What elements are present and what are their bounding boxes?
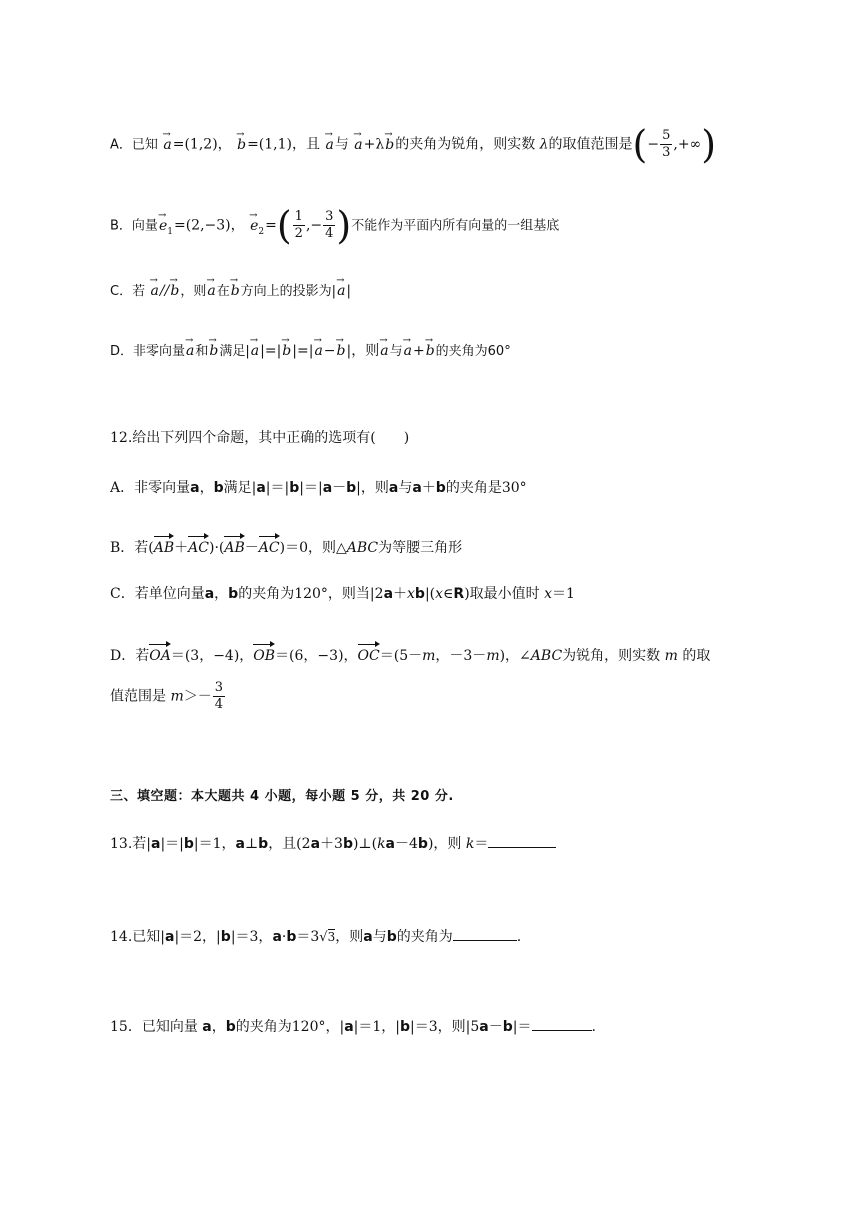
text: )取最小值时 [464,586,540,602]
vector-a: a [412,480,422,496]
text: 15．已知向量 [110,1019,198,1035]
vector-a: a [150,836,161,852]
text: 为锐角，则实数 [562,648,661,664]
text: |，则 [346,343,380,359]
vector-b: → b [281,341,292,361]
text: 的取 [682,648,711,664]
text: 13.若| [110,836,151,852]
text: e [250,217,259,234]
text: | [346,283,352,299]
vector-ac: AC [188,536,209,558]
text: ，则 [335,929,364,945]
text: 若 [132,284,146,299]
vector-b: b [346,480,357,496]
text: ， [211,1019,226,1035]
option-label: C． [110,586,135,602]
text: 非零向量 [134,480,191,496]
text: ， [199,480,214,496]
text: − [647,136,660,153]
real-set: R [453,586,465,602]
vector-b: b [435,480,446,496]
var-k: k [465,836,475,852]
vector-b: b [502,1019,513,1035]
text: ∈ [443,586,454,602]
var-x: x [435,586,444,602]
text: |＝3，则|5 [410,1019,480,1035]
parallel-symbol: // [159,283,170,299]
text: 与 [398,480,413,496]
vector-e1 [158,216,174,242]
vector-b: b [258,836,269,852]
q12-option-b [110,536,462,558]
vector-a: a [272,929,282,945]
text: 的夹角是30° [445,480,527,496]
text: ＝(5－ [379,648,423,664]
text: |＝| [299,480,323,496]
vector-a: → a [162,135,172,155]
vector-ab: AB [224,536,244,558]
vector-e2 [249,216,265,242]
text: 的夹角为 [396,929,453,945]
fraction [213,680,225,713]
text: ＝1 [552,586,575,602]
vector-a: → a [353,135,363,155]
text: − [323,343,336,359]
var-x: x [544,586,553,602]
text: =(1,2)， [172,136,232,153]
vector-a: → a [403,341,413,361]
sqrt-radicand: 3 [327,930,336,944]
text: 与 [389,344,403,359]
denominator: 4 [214,697,224,712]
vector-a: → a [250,341,260,361]
text: ,+∞ [673,136,702,153]
vector-ac: AC [259,536,280,558]
vector-a: a [164,929,175,945]
fraction [323,209,335,242]
text: e [158,217,168,234]
text: 和 [195,344,209,359]
text: 在 [216,284,230,299]
q11-option-a [110,122,717,167]
vector-b: → b [230,281,241,301]
vector-a: a [479,1019,489,1035]
fraction [660,128,672,161]
vector-b: b [286,929,297,945]
text: 已知 [131,137,158,153]
vector-a: → a [336,281,346,301]
text: 为等腰三角形 [378,540,463,556]
text: =(2,−3)， [173,217,245,234]
vector-b: → b [208,341,219,361]
vector-b: b [414,586,425,602]
q12-option-c [110,584,575,604]
text: ＝(3，−4)， [170,648,254,664]
option-label: D． [110,648,136,664]
text: ，则 [180,284,207,299]
vector-b: → b [169,281,180,301]
denominator: 4 [325,226,334,241]
text: ，且(2 [268,836,311,852]
option-label: A． [110,480,135,496]
text: =(1,1)，且 [247,136,320,153]
text: 14.已知| [110,929,165,945]
numerator: 3 [214,680,224,695]
text: )，∠ [499,648,531,664]
text: 不能作为平面内所有向量的一组基底 [351,218,560,234]
text: )，则 [427,836,462,852]
vector-b: b [342,836,353,852]
vector-a: → a [313,341,323,361]
sqrt-sign: √ [319,930,328,945]
vector-a: a [190,480,200,496]
text: 值范围是 [110,688,166,705]
text: 若单位向量 [134,586,205,602]
vector-a: a [235,836,245,852]
vector-b: b [225,1019,236,1035]
subscript: 1 [167,226,173,237]
text: 方向上的投影为| [240,284,337,299]
option-label: B． [110,540,135,556]
paren-left: ( [276,203,292,248]
text: ＋ [393,586,408,602]
text: － [244,540,259,556]
text: 的夹角为60° [435,344,511,359]
fraction [293,209,305,242]
answer-blank[interactable] [453,926,517,941]
answer-blank[interactable] [532,1016,592,1031]
paren-left: ( [632,122,648,167]
var-m: m [486,648,500,664]
text: )⊥( [352,836,378,852]
angle-name: ABC [530,648,563,664]
answer-blank[interactable] [488,833,556,848]
vector-b: b [386,929,397,945]
vector-b: b [213,480,224,496]
text: |＝1， [193,836,236,852]
text: |＝| [265,480,290,496]
option-label: D． [110,344,134,359]
text: ＝(6，−3)， [275,648,358,664]
q11-option-b: B．向量→ $e_1=(2,-3)$， → $e_2=$( $\frac{1}{2}$ ,− $\frac{3}{4}$ )不能作为平面内所有向量的一组基底 [110,209,559,242]
vector-a: a [344,1019,354,1035]
text: 与 [334,136,349,153]
option-label: A． [110,137,132,153]
text: |＝1，| [353,1019,401,1035]
q12-option-d [110,644,710,666]
q11-option-c [110,281,351,302]
vector-a: → a [206,281,216,301]
var-m: m [170,688,184,705]
vector-a: a [383,586,394,602]
vector-b: → b [425,341,436,361]
text: －4 [395,836,418,852]
text: 向量 [131,218,158,234]
paren-right: ) [701,122,717,167]
paren-right: ) [336,203,352,248]
vector-ob: OB [253,644,275,666]
vector-b: → b [236,135,247,155]
vector-b: → b [384,135,395,155]
subscript: 2 [258,226,265,237]
text: )·( [209,540,225,556]
text: ＝3 [296,929,320,945]
text: · [281,929,287,945]
q13 [110,833,556,854]
text: +λ [363,136,385,153]
vector-b: b [417,836,428,852]
vector-a: a [322,480,333,496]
numerator: 1 [294,209,303,224]
text: 的夹角为120°，| [235,1019,345,1035]
q14 [110,926,521,948]
q11-option-d [110,341,511,362]
q12-option-a [110,478,527,498]
vector-b: b [183,836,194,852]
triangle-name: ABC [346,540,379,556]
text: . [591,1019,596,1035]
text: |＝ [512,1019,532,1035]
text: + [412,343,425,359]
text: ⊥ [244,836,259,852]
text: － [488,1019,503,1035]
q12-option-d-line2 [110,680,226,713]
option-label: B． [110,218,132,234]
text: － [332,480,347,496]
text: |＝| [160,836,184,852]
text: 满足| [219,344,250,359]
q15 [110,1016,596,1037]
var-m: m [664,648,678,664]
text: 非零向量 [133,344,186,359]
vector-a: → a [150,281,160,301]
vector-a: → a [324,135,334,155]
text: |＝3， [230,929,273,945]
vector-ab: AB [154,536,174,558]
numerator: 5 [662,128,671,143]
text: |( [424,586,436,602]
var-x: x [407,586,415,602]
text: 满足| [223,480,257,496]
vector-b: b [289,480,300,496]
vector-a: a [310,836,321,852]
vector-b: b [228,586,239,602]
vector-b: b [400,1019,411,1035]
text: |=| [260,343,282,359]
text: 若( [134,540,154,556]
lambda-symbol: λ [539,136,549,153]
text: |＝2，| [174,929,221,945]
text: 的夹角为120°，则当|2 [238,586,384,602]
vector-a: → a [185,341,195,361]
text: ＝ [474,836,489,852]
denominator: 2 [294,226,303,241]
section-heading: 三、填空题：本大题共 4 小题，每小题 5 分，共 20 分. [110,789,454,804]
vector-a: a [256,480,266,496]
vector-b: b [220,929,231,945]
vector-a: a [204,586,215,602]
text: ，－3－ [435,648,487,664]
text: ， [214,586,229,602]
text: |，则 [356,480,389,496]
denominator: 3 [662,145,671,160]
text: ＞－ [183,688,212,705]
numerator: 3 [325,209,334,224]
text: 若 [135,648,150,664]
text: ＋3 [320,836,343,852]
text: . [516,929,522,945]
vector-a: → a [379,341,389,361]
text: 的夹角为锐角，则实数 [395,136,536,153]
vector-a: a [363,929,373,945]
vector-a: a [385,836,395,852]
text: ＋ [174,540,189,556]
q12-stem: 12.给出下列四个命题，其中正确的选项有( ) [110,430,410,446]
var-m: m [422,648,436,664]
option-label: C． [110,284,133,299]
vector-oa: OA [149,644,171,666]
vector-b: → b [336,341,347,361]
text: )＝0，则△ [279,540,347,556]
vector-oc: OC [358,644,380,666]
text: ＋ [421,480,436,496]
text: ,− [305,217,323,234]
text: |=| [292,343,314,359]
vector-a: a [388,480,399,496]
text: 与 [372,929,387,945]
vector-a: a [202,1019,212,1035]
text: 的取值范围是 [548,136,633,153]
var-k: k [377,836,386,852]
